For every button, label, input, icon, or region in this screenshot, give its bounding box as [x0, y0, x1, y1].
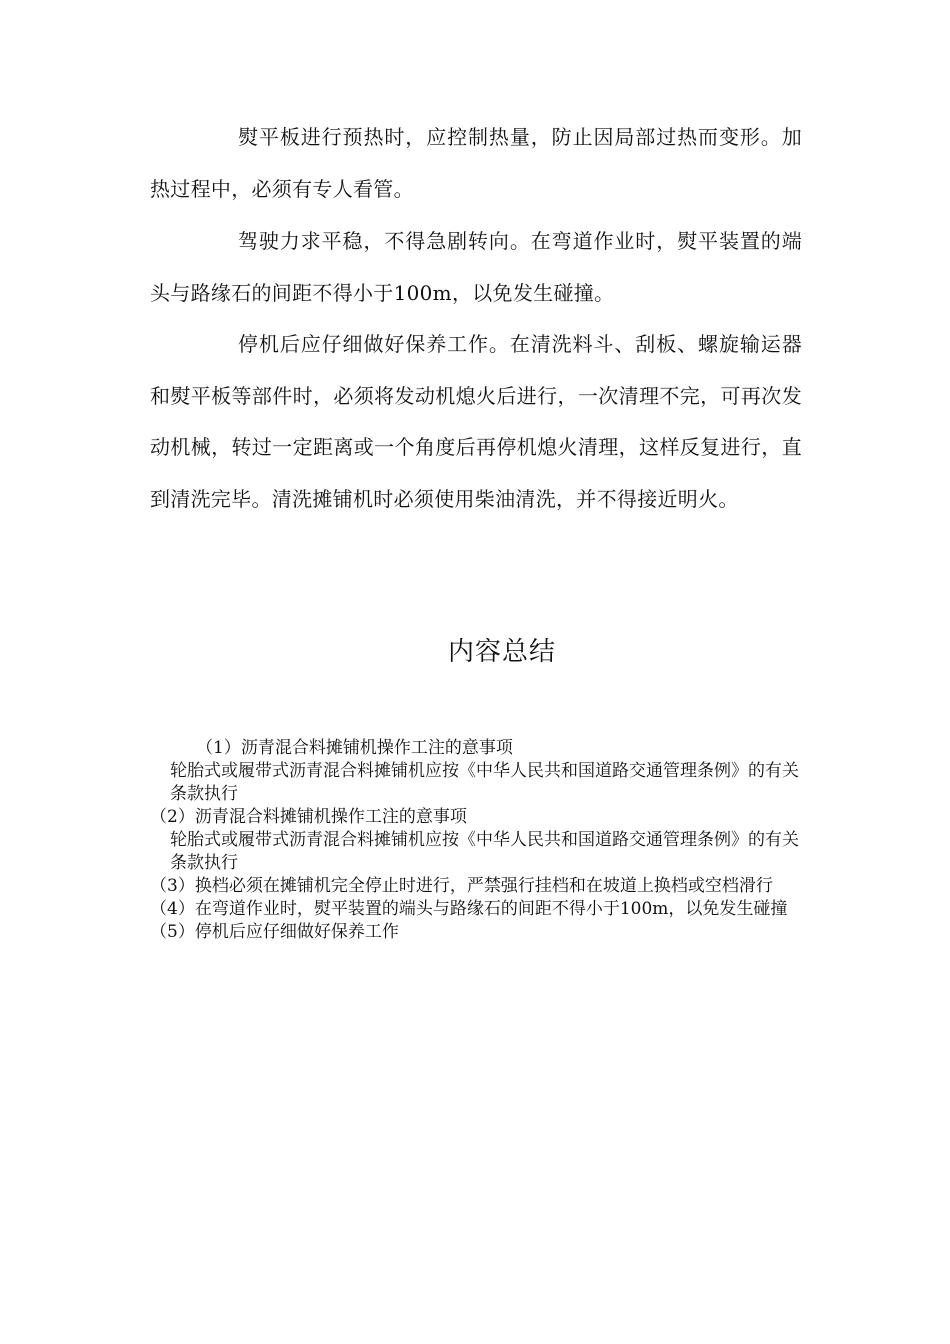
paragraph-driving: [150, 216, 802, 319]
summary-item: （1）沥青混合料摊铺机操作工注的意事项: [196, 738, 513, 758]
summary-item: （2）沥青混合料摊铺机操作工注的意事项: [150, 807, 467, 827]
paragraph-screed-preheat: [150, 112, 802, 215]
paragraph-text: 驾驶力求平稳，不得急剧转向。在弯道作业时，熨平装置的端头与路缘石的间距不得小于100m，以免发生碰撞。: [150, 229, 802, 305]
summary-item: （4）在弯道作业时，熨平装置的端头与路缘石的间距不得小于100m，以免发生碰撞: [150, 899, 788, 919]
summary-title: 内容总结: [447, 637, 556, 667]
paragraph-maintenance: [150, 319, 802, 525]
summary-item: （5）停机后应仔细做好保养工作: [150, 922, 399, 942]
summary-item: 轮胎式或履带式沥青混合料摊铺机应按《中华人民共和国道路交通管理条例》的有关条款执行: [170, 761, 799, 804]
paragraph-text: 停机后应仔细做好保养工作。在清洗料斗、刮板、螺旋输运器和熨平板等部件时，必须将发动机熄火后进行，一次清理不完，可再次发动机械，转过一定距离或一个角度后再停机熄火清理，这样反复进行，直到清洗完毕。清洗摊铺机时必须使用柴油清洗，并不得接近明火。: [150, 332, 802, 511]
summary-item: 轮胎式或履带式沥青混合料摊铺机应按《中华人民共和国道路交通管理条例》的有关条款执行: [170, 830, 799, 873]
summary-item: （3）换档必须在摊铺机完全停止时进行，严禁强行挂档和在坡道上换档或空档滑行: [150, 876, 773, 896]
paragraph-text: 熨平板进行预热时，应控制热量，防止因局部过热而变形。加热过程中，必须有专人看管。: [150, 125, 802, 201]
summary-list: [150, 737, 810, 944]
